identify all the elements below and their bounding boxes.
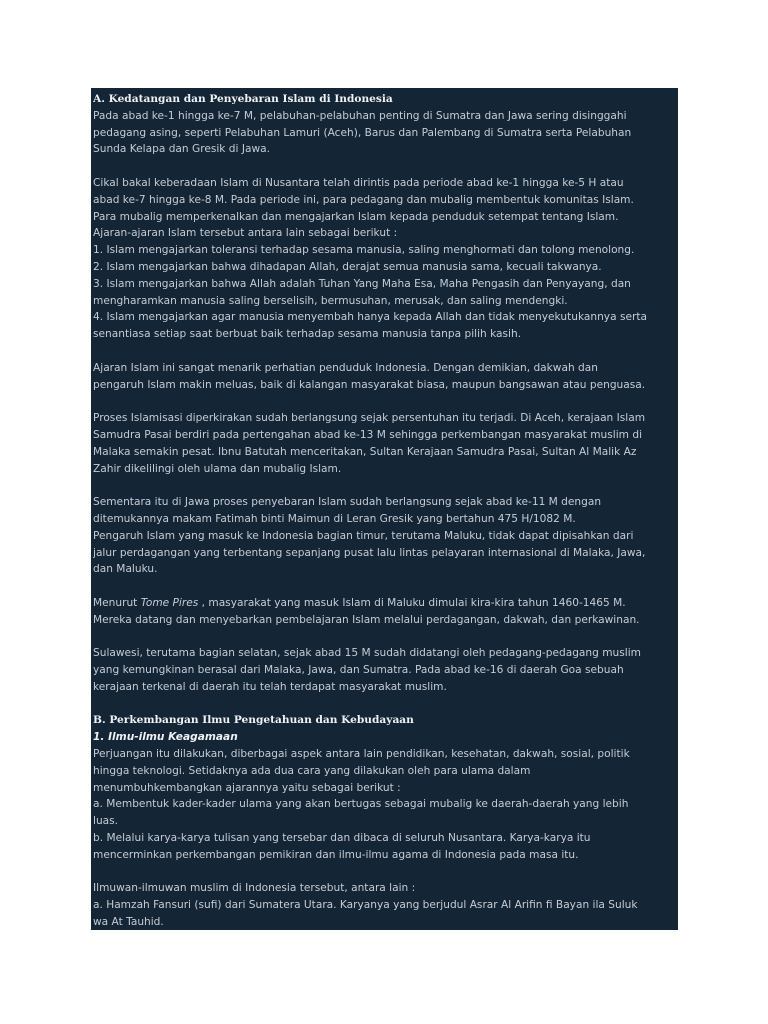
paragraph-a7 [93, 645, 674, 695]
document-panel [91, 88, 678, 930]
paragraph-spacer [93, 864, 674, 881]
paragraph-spacer [93, 393, 674, 410]
section-b-subheading: 1. Ilmu-ilmu Keagamaan [93, 731, 238, 744]
list-item: a. Hamzah Fansuri (sufi) dari Sumatera Utara. Karyanya yang berjudul Asrar Al Arifin fi Bayan ila Suluk [93, 899, 638, 912]
list-item: 1. Islam mengajarkan toleransi terhadap sesama manusia, saling menghormati dan tolong menolong. [93, 244, 635, 257]
text-line: dan Maluku. [93, 563, 158, 576]
author-name: Tome Pires [140, 596, 199, 609]
text-line: hingga teknologi. Setidaknya ada dua cara yang dilakukan oleh para ulama dalam [93, 764, 531, 777]
paragraph-a3 [93, 360, 674, 394]
text-line: Sementara itu di Jawa proses penyebaran Islam sudah berlangsung sejak abad ke-11 M dengan [93, 496, 602, 509]
paragraph-b1 [93, 746, 674, 864]
paragraph-b2 [93, 880, 674, 930]
text-line: pengaruh Islam makin meluas, baik di kalangan masyarakat biasa, maupun bangsawan atau penguasa. [93, 378, 646, 391]
section-a-heading: A. Kedatangan dan Penyebaran Islam di Indonesia [93, 93, 393, 105]
text-line: jalur perdagangan yang terbentang sepanjang pusat lalu lintas pelayaran internasional di Malaka, Jawa, [93, 546, 646, 559]
list-item: b. Melalui karya-karya tulisan yang tersebar dan dibaca di seluruh Nusantara. Karya-karya itu [93, 832, 591, 845]
text-line: ditemukannya makam Fatimah binti Maimun di Leran Gresik yang bertahun 475 H/1082 M. [93, 512, 576, 525]
text-line: pedagang asing, seperti Pelabuhan Lamuri (Aceh), Barus dan Palembang di Sumatra serta Pelabuhan [93, 126, 632, 139]
text-line: kerajaan terkenal di daerah itu telah terdapat masyarakat muslim. [93, 680, 447, 693]
text-line: Cikal bakal keberadaan Islam di Nusantara telah dirintis pada periode abad ke-1 hingga ke-5 H atau [93, 176, 624, 189]
text-line: Perjuangan itu dilakukan, diberbagai aspek antara lain pendidikan, kesehatan, dakwah, sosial, politik [93, 748, 630, 761]
paragraph-spacer [93, 629, 674, 646]
paragraph-spacer [93, 578, 674, 595]
paragraph-a4 [93, 410, 674, 477]
text-line: Sulawesi, terutama bagian selatan, sejak abad 15 M sudah didatangi oleh pedagang-pedagang muslim [93, 647, 641, 660]
list-item: 2. Islam mengajarkan bahwa dihadapan Allah, derajat semua manusia sama, kecuali takwanya. [93, 260, 602, 273]
text-line: Ilmuwan-ilmuwan muslim di Indonesia tersebut, antara lain : [93, 882, 416, 895]
paragraph-a1 [93, 108, 674, 158]
text-line: Para mubalig memperkenalkan dan mengajarkan Islam kepada penduduk setempat tentang Islam. [93, 210, 619, 223]
paragraph-a2 [93, 175, 674, 343]
paragraph-a5 [93, 494, 674, 578]
text-rest: , masyarakat yang masuk Islam di Maluku dimulai kira-kira tahun 1460-1465 M. [198, 596, 626, 609]
text-line: Mereka datang dan menyebarkan pembelajaran Islam melalui perdagangan, dakwah, dan perkawinan. [93, 613, 640, 626]
text-line: Sunda Kelapa dan Gresik di Jawa. [93, 143, 270, 156]
section-b-heading: B. Perkembangan Ilmu Pengetahuan dan Kebudayaan [93, 714, 414, 727]
text-line: mencerminkan perkembangan pemikiran dan ilmu-ilmu agama di Indonesia pada masa itu. [93, 848, 579, 861]
paragraph-spacer [93, 477, 674, 494]
text-line: Pengaruh Islam yang masuk ke Indonesia bagian timur, terutama Maluku, tidak dapat dipisahkan dari [93, 529, 634, 542]
list-item: 3. Islam mengajarkan bahwa Allah adalah Tuhan Yang Maha Esa, Maha Pengasih dan Penyayang, dan [93, 277, 631, 290]
text-line: yang kemungkinan berasal dari Malaka, Jawa, dan Sumatra. Pada abad ke-16 di daerah Goa sebuah [93, 664, 624, 677]
text-prefix: Menurut [93, 596, 141, 609]
text-line: Ajaran-ajaran Islam tersebut antara lain sebagai berikut : [93, 227, 398, 240]
text-line: menumbuhkembangkan ajarannya yaitu sebagai berikut : [93, 781, 401, 794]
text-line: mengharamkan manusia saling berselisih, bermusuhan, merusak, dan saling mendengki. [93, 294, 568, 307]
text-line: senantiasa setiap saat berbuat baik terhadap sesama manusia tanpa pilih kasih. [93, 328, 522, 341]
paragraph-spacer [93, 158, 674, 175]
text-line: Pada abad ke-1 hingga ke-7 M, pelabuhan-pelabuhan penting di Sumatra dan Jawa sering disinggahi [93, 109, 627, 122]
text-line: Ajaran Islam ini sangat menarik perhatian penduduk Indonesia. Dengan demikian, dakwah dan [93, 361, 598, 374]
text-line: Proses Islamisasi diperkirakan sudah berlangsung sejak persentuhan itu terjadi. Di Aceh, kerajaan Islam [93, 412, 646, 425]
text-line: Zahir dikelilingi oleh ulama dan mubalig Islam. [93, 462, 342, 475]
text-line: Malaka semakin pesat. Ibnu Batutah menceritakan, Sultan Kerajaan Samudra Pasai, Sultan Al Malik Az [93, 445, 637, 458]
paragraph-spacer [93, 696, 674, 713]
list-item: a. Membentuk kader-kader ulama yang akan bertugas sebagai mubalig ke daerah-daerah yang lebih [93, 798, 629, 811]
paragraph-spacer [93, 343, 674, 360]
list-item: 4. Islam mengajarkan agar manusia menyembah hanya kepada Allah dan tidak menyekutukannya serta [93, 311, 647, 324]
text-line: abad ke-7 hingga ke-8 M. Pada periode ini, para pedagang dan mubalig membentuk komunitas Islam. [93, 193, 634, 206]
paragraph-a6 [93, 595, 674, 629]
text-line: wa At Tauhid. [93, 916, 164, 929]
text-line: Samudra Pasai berdiri pada pertengahan abad ke-13 M sehingga perkembangan masyarakat muslim di [93, 428, 643, 441]
text-line: luas. [93, 815, 119, 828]
text-line [93, 595, 674, 612]
